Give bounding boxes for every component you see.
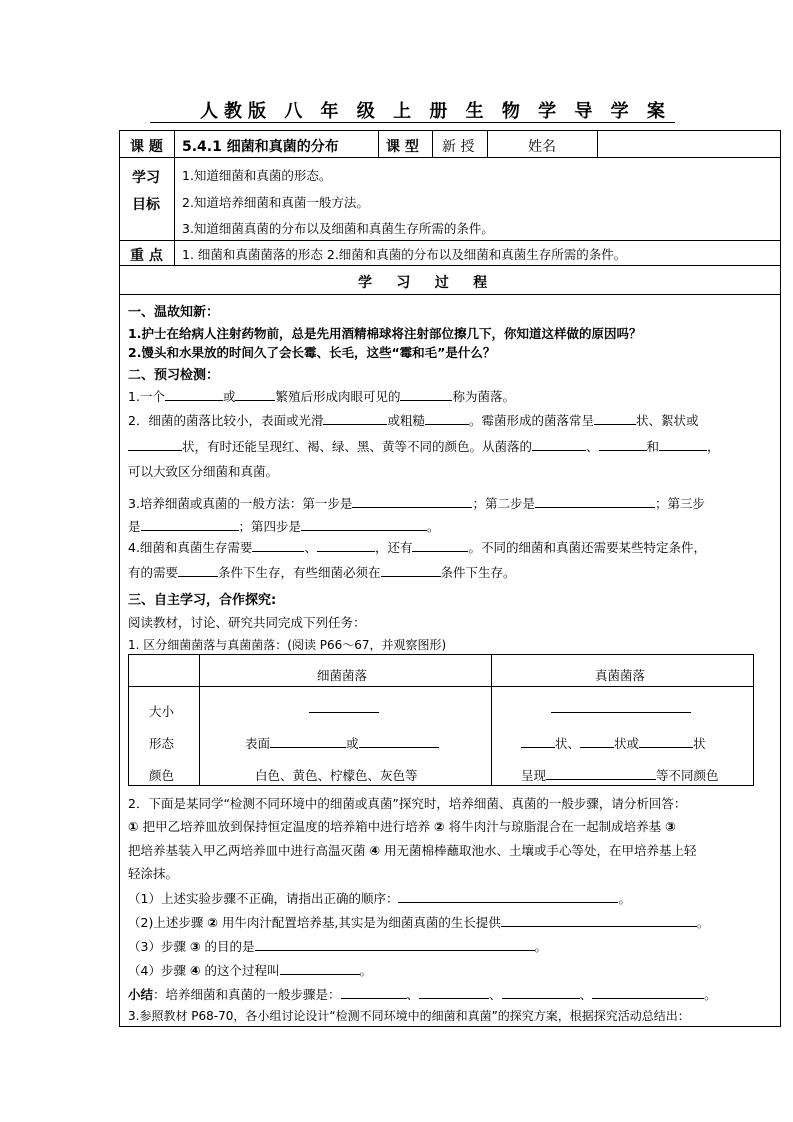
answer-blank[interactable]: [551, 700, 691, 713]
row-divider: [129, 686, 753, 687]
answer-blank[interactable]: [535, 495, 655, 508]
type-label: 课 型: [386, 139, 419, 155]
lesson-value: 5.4.1 细菌和真菌的分布: [182, 139, 339, 155]
review-question-2: 2.馒头和水果放的时间久了会长霉、长毛，这些“霉和毛”是什么？: [128, 345, 496, 360]
goals-label-line1: 学习: [132, 170, 160, 186]
row-divider: [120, 240, 780, 241]
preview-line-4: 可以大致区分细菌和真菌。: [128, 464, 279, 479]
answer-blank[interactable]: [419, 986, 489, 999]
answer-blank[interactable]: [359, 735, 439, 748]
preview-heading: 二、预习检测：: [128, 368, 220, 383]
answer-blank[interactable]: [309, 700, 379, 713]
col-divider: [378, 131, 379, 157]
steps-line-2: 把培养基装入甲乙两培养皿中进行高温灭菌 ④ 用无菌棉棒蘸取池水、土壤或手心等处，在甲培养基上轻: [128, 843, 697, 858]
explore-task-1: 1. 区分细菌菌落与真菌菌落：(阅读 P66～67，并观察图形): [128, 638, 447, 652]
worksheet-table: [119, 130, 781, 1027]
preview-line-1: 1.一个 或 繁殖后形成肉眼可见的 称为菌落。: [128, 389, 515, 404]
summary-line: 小结：培养细菌和真菌的一般步骤是： 、 、 、 。: [128, 987, 717, 1002]
explore-intro: 阅读教材，讨论、研究共同完成下列任务：: [128, 615, 366, 630]
colony-comparison-table: [128, 654, 754, 786]
col-divider: [597, 131, 598, 157]
goals-label-line2: 目标: [132, 197, 160, 213]
name-label: 姓名: [528, 139, 556, 155]
answer-blank[interactable]: [341, 986, 407, 999]
key-points-label: 重 点: [130, 248, 163, 264]
steps-line-1: ① 把甲乙培养皿放到保持恒定温度的培养箱中进行培养 ② 将牛肉汁与琼脂混合在一起制成培养基 ③: [128, 819, 676, 834]
row-divider: [120, 294, 780, 295]
key-points-text: 1. 细菌和真菌菌落的形态 2.细菌和真菌的分布以及细菌和真菌生存所需的条件。: [182, 247, 627, 262]
answer-blank[interactable]: [521, 735, 555, 748]
analysis-question-1: （1）上述实验步骤不正确，请指出正确的顺序： 。: [128, 891, 631, 906]
answer-blank[interactable]: [599, 438, 647, 451]
answer-blank[interactable]: [400, 388, 452, 401]
answer-blank[interactable]: [352, 495, 472, 508]
answer-blank[interactable]: [532, 438, 586, 451]
lesson-label: 课 题: [130, 139, 163, 155]
answer-blank[interactable]: [128, 438, 182, 451]
process-title: 学 习 过 程: [358, 275, 488, 291]
answer-blank[interactable]: [270, 735, 346, 748]
answer-blank[interactable]: [546, 767, 656, 780]
title-underline: [150, 122, 675, 123]
steps-line-3: 轻涂抹。: [128, 866, 179, 881]
review-question-1: 1.护士在给病人注射药物前，总是先用酒精棉球将注射部位擦几下，你知道这样做的原因吗？: [128, 326, 642, 341]
bacteria-color: 白色、黄色、柠檬色、灰色等: [255, 768, 418, 783]
answer-blank[interactable]: [323, 412, 387, 425]
preview-line-6: 是 ；第四步是 。: [128, 519, 440, 534]
explore-task-3: 3.参照教材 P68-70，各小组讨论设计“检测不同环境中的细菌和真菌”的探究方案，根据探究活动总结出：: [128, 1009, 690, 1023]
answer-blank[interactable]: [412, 539, 468, 552]
col-divider: [491, 655, 492, 785]
answer-blank[interactable]: [235, 388, 275, 401]
row-label-size: 大小: [149, 704, 175, 719]
col-divider: [174, 131, 175, 265]
preview-line-2: 2．细菌的菌落比较小，表面或光滑 或粗糙 。霉菌形成的菌落常呈 状、絮状或: [128, 413, 699, 428]
document-title: 人教版 八 年 级 上 册 生 物 学 导 学 案: [200, 101, 671, 122]
review-heading: 一、温故知新：: [128, 305, 220, 320]
answer-blank[interactable]: [141, 518, 239, 531]
explore-task-2: 2．下面是某同学“检测不同环境中的细菌或真菌”探究时，培养细菌、真菌的一般步骤，请分析回答：: [128, 796, 687, 811]
answer-blank[interactable]: [592, 986, 704, 999]
answer-blank[interactable]: [502, 986, 580, 999]
answer-blank[interactable]: [501, 914, 697, 927]
answer-blank[interactable]: [398, 890, 618, 903]
answer-blank[interactable]: [255, 938, 535, 951]
type-value: 新 授: [442, 139, 475, 155]
analysis-question-2: （2)上述步骤 ② 用牛肉汁配置培养基,其实是为细菌真菌的生长提供 。: [128, 915, 710, 930]
col-divider: [487, 131, 488, 157]
goal-item: 3.知道细菌真菌的分布以及细菌和真菌生存所需的条件。: [182, 221, 494, 236]
fungi-shape: 状、 状或 状: [521, 734, 706, 752]
goal-item: 1.知道细菌和真菌的形态。: [182, 168, 332, 183]
analysis-question-3: （3）步骤 ③ 的目的是 。: [128, 939, 548, 954]
preview-line-8: 有的需要 条件下生存，有些细菌必须在 条件下生存。: [128, 565, 516, 580]
fungi-color: 呈现 等不同颜色: [521, 768, 719, 783]
answer-blank[interactable]: [580, 735, 614, 748]
row-label-color: 颜色: [149, 768, 175, 783]
row-label-shape: 形态: [149, 736, 175, 751]
answer-blank[interactable]: [317, 539, 375, 552]
answer-blank[interactable]: [165, 388, 223, 401]
answer-blank[interactable]: [659, 438, 707, 451]
answer-blank[interactable]: [252, 539, 304, 552]
preview-line-3: 状，有时还能呈现红、褐、绿、黑、黄等不同的颜色。从菌落的 、 和 ，: [128, 437, 720, 455]
answer-blank[interactable]: [425, 412, 469, 425]
column-header-bacteria: 细菌菌落: [317, 668, 368, 683]
column-header-fungi: 真菌菌落: [595, 668, 646, 683]
preview-line-5: 3.培养细菌或真菌的一般方法：第一步是 ；第二步是 ；第三步: [128, 496, 705, 511]
answer-blank[interactable]: [178, 564, 218, 577]
analysis-question-4: （4）步骤 ④ 的这个过程叫 。: [128, 963, 373, 978]
preview-line-7: 4.细菌和真菌生存需要 、 ，还有 。不同的细菌和真菌还需要某些特定条件，: [128, 540, 706, 555]
answer-blank[interactable]: [594, 412, 636, 425]
col-divider: [432, 131, 433, 157]
answer-blank[interactable]: [280, 962, 360, 975]
answer-blank[interactable]: [639, 735, 693, 748]
answer-blank[interactable]: [301, 518, 427, 531]
goal-item: 2.知道培养细菌和真菌一般方法。: [182, 195, 369, 210]
col-divider: [199, 655, 200, 785]
row-divider: [120, 157, 780, 158]
row-divider: [120, 265, 780, 266]
answer-blank[interactable]: [381, 564, 441, 577]
explore-heading: 三、自主学习，合作探究:: [128, 593, 277, 608]
bacteria-shape: 表面 或: [245, 734, 439, 752]
